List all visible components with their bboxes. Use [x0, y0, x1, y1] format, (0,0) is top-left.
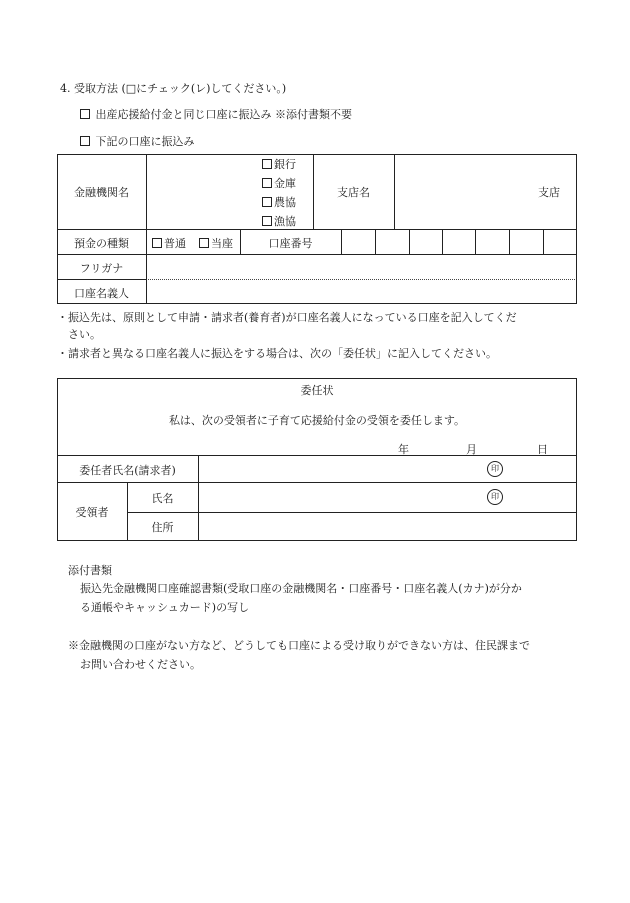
proxy-statement: 私は、次の受領者に子育て応援給付金の受領を委任します。	[168, 414, 466, 427]
checkbox-regular[interactable]	[152, 238, 162, 248]
option-same-account[interactable]	[80, 106, 352, 122]
branch-name-label: 支店名	[337, 186, 370, 199]
option-below-account[interactable]	[80, 133, 195, 149]
footer-note-2: お問い合わせください。	[80, 658, 201, 671]
branch-suffix: 支店	[538, 186, 560, 199]
checkbox-current[interactable]	[199, 238, 209, 248]
delegator-label: 委任者氏名(請求者)	[79, 464, 176, 477]
note-line-3: ・請求者と異なる口座名義人に振込をする場合は、次の「委任状」に記入してください。	[57, 347, 497, 360]
bank-type-bank[interactable]	[262, 156, 296, 172]
checkbox-same-account[interactable]	[80, 109, 90, 119]
checkbox-shinkin[interactable]	[262, 178, 272, 188]
checkbox-bank[interactable]	[262, 159, 272, 169]
deposit-option-regular[interactable]	[152, 235, 186, 251]
receiver-address-label: 住所	[151, 521, 174, 534]
checkbox-below-account[interactable]	[80, 136, 90, 146]
attachments-line-1: 振込先金融機関口座確認書類(受取口座の金融機関名・口座番号・口座名義人(カナ)が分か	[80, 582, 522, 595]
attachments-heading: 添付書類	[68, 564, 112, 577]
bank-type-nokyo[interactable]	[262, 194, 296, 210]
seal-icon	[487, 489, 503, 505]
account-number-label: 口座番号	[268, 237, 313, 250]
deposit-option-label: 当座	[211, 237, 233, 250]
proxy-title: 委任状	[300, 384, 334, 397]
option-same-account-label: 出産応援給付金と同じ口座に振込み ※添付書類不要	[95, 108, 352, 121]
bank-type-shinkin[interactable]	[262, 175, 296, 191]
date-day: 日	[537, 443, 548, 456]
section-title: 4. 受取方法 (□にチェック(レ)してください。)	[60, 82, 287, 95]
receiver-name-label: 氏名	[151, 492, 174, 505]
attachments-line-2: る通帳やキャッシュカード)の写し	[80, 601, 250, 614]
footer-note-1: ※金融機関の口座がない方など、どうしても口座による受け取りができない方は、住民課まで	[68, 639, 530, 652]
furigana-label: フリガナ	[79, 262, 124, 275]
date-month: 月	[466, 443, 477, 456]
deposit-type-label: 預金の種類	[74, 237, 129, 250]
seal-icon	[487, 461, 503, 477]
seal-mark: 印	[487, 489, 503, 505]
option-below-account-label: 下記の口座に振込み	[95, 135, 195, 148]
receiver-label: 受領者	[75, 506, 109, 519]
deposit-option-label: 普通	[164, 237, 186, 250]
bank-type-gyokyo[interactable]	[262, 213, 296, 229]
bank-type-label: 農協	[274, 196, 296, 209]
date-year: 年	[398, 443, 409, 456]
bank-name-label: 金融機関名	[74, 186, 129, 199]
seal-mark: 印	[487, 461, 503, 477]
note-line-1: ・振込先は、原則として申請・請求者(養育者)が口座名義人になっている口座を記入してくだ	[57, 311, 517, 324]
bank-type-label: 銀行	[274, 158, 296, 171]
checkbox-nokyo[interactable]	[262, 197, 272, 207]
note-line-2: さい。	[68, 328, 101, 341]
checkbox-gyokyo[interactable]	[262, 216, 272, 226]
bank-type-label: 金庫	[274, 177, 296, 190]
account-holder-label: 口座名義人	[74, 287, 129, 300]
bank-type-label: 漁協	[274, 215, 296, 228]
deposit-option-current[interactable]	[199, 235, 233, 251]
